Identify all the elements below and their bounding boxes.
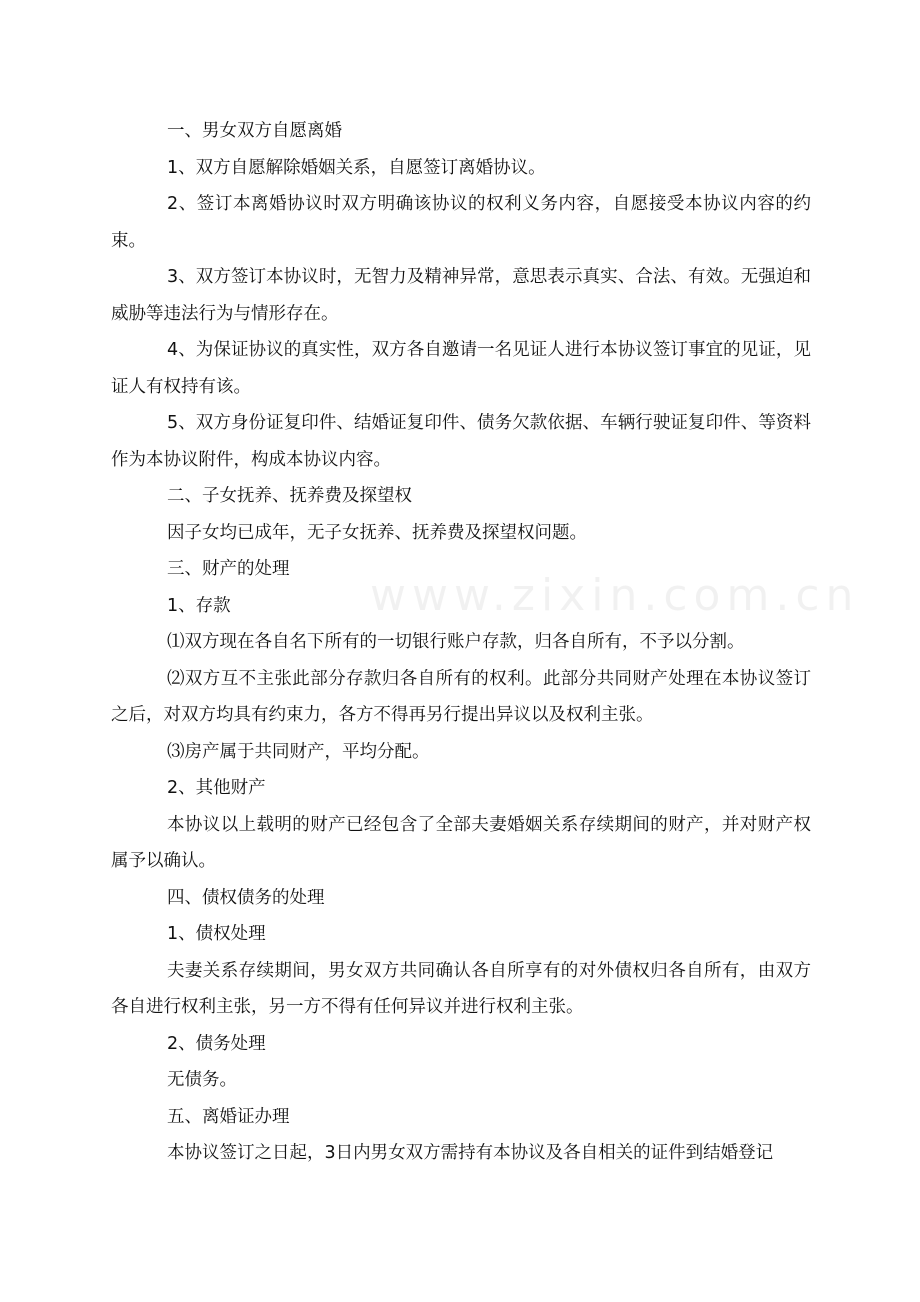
paragraph: 无债务。 xyxy=(167,1070,237,1090)
paragraph: ⑵双方互不主张此部分存款归各自所有的权利。此部分共同财产处理在本协议签订之后，对双方均具有约束力，各方不得再另行提出异议以及权利主张。 xyxy=(111,668,811,725)
paragraph: 夫妻关系存续期间，男女双方共同确认各自所享有的对外债权归各自所有，由双方各自进行权利主张，另一方不得有任何异议并进行权利主张。 xyxy=(111,960,811,1017)
watermark: www.zixin.com.cn xyxy=(370,570,860,621)
document-body xyxy=(111,113,811,1172)
section-heading-1: 一、男女双方自愿离婚 xyxy=(167,121,342,141)
subheading: 2、其他财产 xyxy=(167,778,266,798)
section-heading-4: 四、债权债务的处理 xyxy=(167,887,325,908)
paragraph: 3、双方签订本协议时，无智力及精神异常，意思表示真实、合法、有效。无强迫和威胁等违法行为与情形存在。 xyxy=(111,267,811,324)
paragraph: 2、签订本离婚协议时双方明确该协议的权利义务内容，自愿接受本协议内容的约束。 xyxy=(111,194,811,251)
paragraph: 1、双方自愿解除婚姻关系，自愿签订离婚协议。 xyxy=(167,157,546,178)
paragraph: ⑴双方现在各自名下所有的一切银行账户存款，归各自所有，不予以分割。 xyxy=(167,632,745,652)
paragraph: 本协议以上载明的财产已经包含了全部夫妻婚姻关系存续期间的财产，并对财产权属予以确认。 xyxy=(111,814,811,871)
subheading: 2、债务处理 xyxy=(167,1033,266,1054)
paragraph: 4、为保证协议的真实性，双方各自邀请一名见证人进行本协议签订事宜的见证，见证人有权持有该。 xyxy=(111,340,811,397)
paragraph: 本协议签订之日起，3日内男女双方需持有本协议及各自相关的证件到结婚登记 xyxy=(167,1143,774,1163)
section-heading-2: 二、子女抚养、抚养费及探望权 xyxy=(167,486,412,506)
paragraph: 5、双方身份证复印件、结婚证复印件、债务欠款依据、车辆行驶证复印件、等资料作为本协议附件，构成本协议内容。 xyxy=(111,413,811,470)
subheading: 1、债权处理 xyxy=(167,924,266,944)
paragraph: ⑶房产属于共同财产，平均分配。 xyxy=(167,741,430,762)
subheading: 1、存款 xyxy=(167,595,231,616)
paragraph: 因子女均已成年，无子女抚养、抚养费及探望权问题。 xyxy=(167,522,587,543)
section-heading-5: 五、离婚证办理 xyxy=(167,1106,290,1127)
section-heading-3: 三、财产的处理 xyxy=(167,559,290,579)
